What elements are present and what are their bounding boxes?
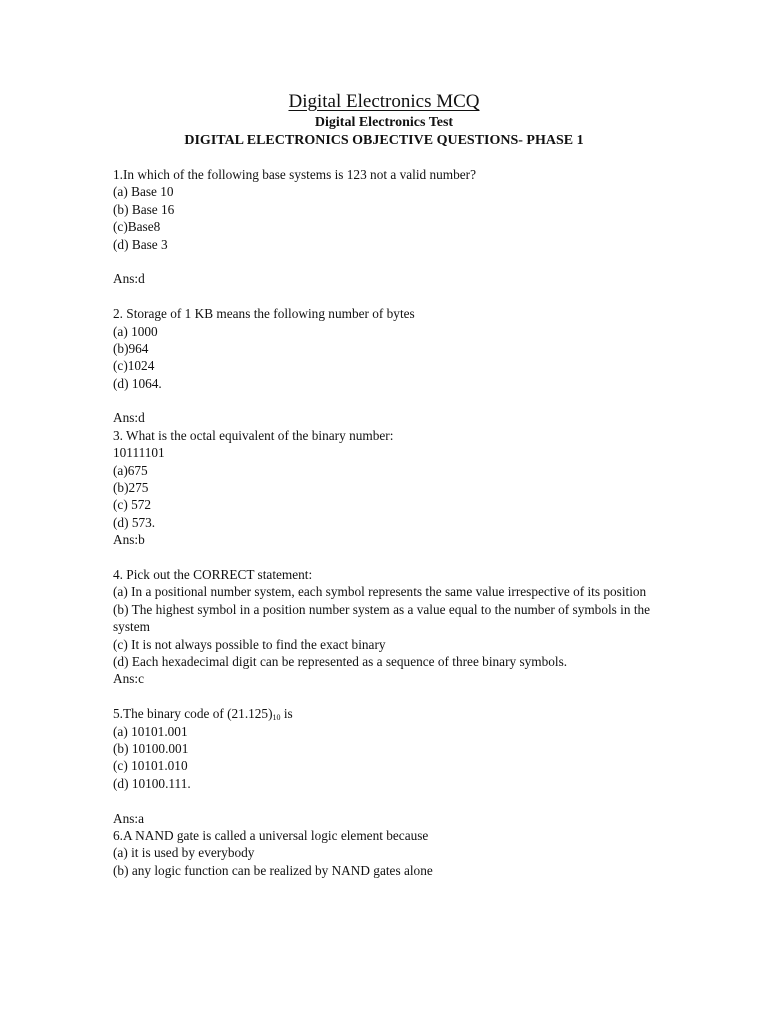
q1-answer: Ans:d (113, 271, 145, 287)
page-title: Digital Electronics MCQ (288, 91, 480, 112)
q2-option-d: (d) 1064. (113, 375, 162, 391)
spacer (113, 392, 673, 409)
q5-question-prefix: 5.The binary code of (21.125) (113, 706, 273, 722)
questions-body (113, 166, 673, 879)
q5-option-c: (c) 10101.010 (113, 758, 188, 774)
q4-answer: Ans:c (113, 671, 145, 687)
q5-option-a: (a) 10101.001 (113, 723, 188, 739)
q2-option-a: (a) 1000 (113, 323, 158, 339)
q6-option-b: (b) any logic function can be realized by NAND gates alone (113, 862, 433, 878)
q1-option-a: (a) Base 10 (113, 184, 174, 200)
question-6: 6.A NAND gate is called a universal logic element because (113, 827, 429, 843)
q1-option-d: (d) Base 3 (113, 236, 168, 252)
spacer (113, 792, 673, 809)
question-5 (113, 705, 673, 722)
q6-option-a: (a) it is used by everybody (113, 845, 255, 861)
question-4: 4. Pick out the CORRECT statement: (113, 566, 313, 582)
q2-answer: Ans:d (113, 410, 145, 426)
q3-option-a: (a)675 (113, 462, 148, 478)
question-3: 3. What is the octal equivalent of the binary number: (113, 427, 394, 443)
q3-option-d: (d) 573. (113, 514, 156, 530)
q5-option-b: (b) 10100.001 (113, 740, 189, 756)
q5-base-subscript: 10 (272, 713, 281, 723)
spacer (113, 688, 673, 705)
section-heading: DIGITAL ELECTRONICS OBJECTIVE QUESTIONS- PHASE 1 (184, 133, 584, 148)
q4-option-b: (b) The highest symbol in a position number system as a value equal to the number of symbols in the system (113, 601, 651, 635)
q5-option-d: (d) 10100.111. (113, 775, 191, 791)
question-2: 2. Storage of 1 KB means the following number of bytes (113, 306, 415, 322)
q2-option-b: (b)964 (113, 340, 149, 356)
q3-binary-number: 10111101 (113, 445, 165, 461)
spacer (113, 253, 673, 270)
q4-option-a: (a) In a positional number system, each symbol represents the same value irrespective of its position (113, 584, 647, 600)
question-1: 1.In which of the following base systems is 123 not a valid number? (113, 167, 477, 182)
page-subtitle: Digital Electronics Test (314, 115, 454, 130)
q5-question-suffix: is (280, 706, 293, 722)
q1-option-b: (b) Base 16 (113, 201, 175, 217)
q5-answer: Ans:a (113, 810, 145, 826)
q4-option-c: (c) It is not always possible to find the exact binary (113, 636, 386, 652)
q3-answer: Ans:b (113, 532, 145, 548)
q2-option-c: (c)1024 (113, 358, 155, 374)
q3-option-b: (b)275 (113, 480, 149, 496)
spacer (113, 549, 673, 566)
q3-option-c: (c) 572 (113, 497, 152, 513)
q4-option-d: (d) Each hexadecimal digit can be represented as a sequence of three binary symbols. (113, 653, 568, 669)
q1-option-c: (c)Base8 (113, 219, 161, 235)
spacer (113, 288, 673, 305)
